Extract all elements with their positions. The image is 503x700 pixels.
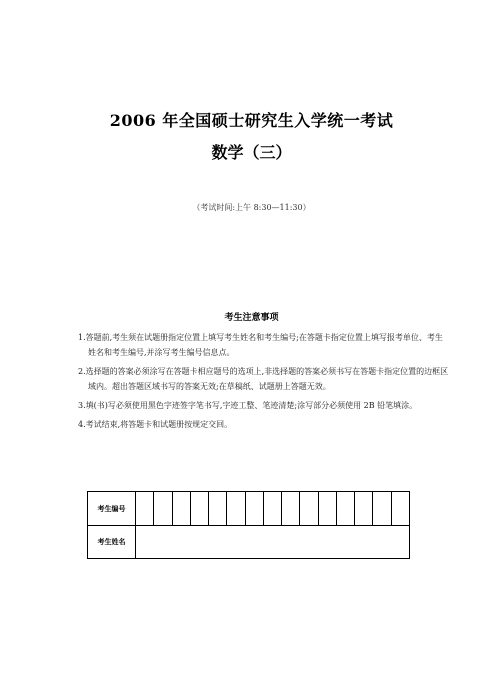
candidate-number-digit-cell[interactable] — [282, 492, 300, 526]
candidate-number-digit-cell[interactable] — [300, 492, 318, 526]
instructions-list — [78, 330, 450, 436]
candidate-number-digit-cell[interactable] — [190, 492, 208, 526]
instructions-heading: 考生注意事项 — [224, 313, 279, 323]
candidate-number-digit-cell[interactable] — [172, 492, 190, 526]
candidate-number-digit-cell[interactable] — [318, 492, 336, 526]
candidate-number-label: 考生编号 — [88, 492, 136, 526]
exam-time: （考试时间:上午 8:30—11:30） — [192, 203, 311, 212]
instruction-item: 1.答题前,考生须在试题册指定位置上填写考生姓名和考生编号;在答题卡指定位置上填写报考单位、考生姓名和考生编号,并涂写考生编号信息点。 — [78, 333, 443, 357]
candidate-number-digit-cell[interactable] — [209, 492, 227, 526]
candidate-number-digit-cell[interactable] — [227, 492, 245, 526]
candidate-number-digit-cell[interactable] — [245, 492, 263, 526]
candidate-info-table — [87, 491, 410, 559]
instruction-item: 2.选择题的答案必须涂写在答题卡相应题号的选项上,非选择题的答案必须书写在答题卡指定位置的边框区域内。超出答题区域书写的答案无效;在草稿纸、试题册上答题无效。 — [78, 367, 449, 391]
candidate-name-field[interactable] — [136, 526, 410, 559]
candidate-number-digit-cell[interactable] — [136, 492, 154, 526]
exam-subject: 数学（三） — [211, 143, 292, 162]
instruction-item: 3.填(书)写必须使用黑色字迹签字笔书写,字迹工整、笔迹清楚;涂写部分必须使用 2B 铅笔填涂。 — [78, 401, 418, 410]
exam-title: 2006 年全国硕士研究生入学统一考试 — [109, 111, 394, 130]
candidate-number-digit-cell[interactable] — [154, 492, 172, 526]
candidate-number-digit-cell[interactable] — [373, 492, 391, 526]
candidate-number-digit-cell[interactable] — [391, 492, 409, 526]
candidate-name-row — [88, 526, 410, 559]
instruction-item: 4.考试结束,将答题卡和试题册按规定交回。 — [78, 420, 233, 429]
candidate-name-label: 考生姓名 — [88, 526, 136, 559]
candidate-number-digit-cell[interactable] — [355, 492, 373, 526]
candidate-number-digit-cell[interactable] — [263, 492, 281, 526]
candidate-number-row — [88, 492, 410, 526]
candidate-number-digit-cell[interactable] — [336, 492, 354, 526]
